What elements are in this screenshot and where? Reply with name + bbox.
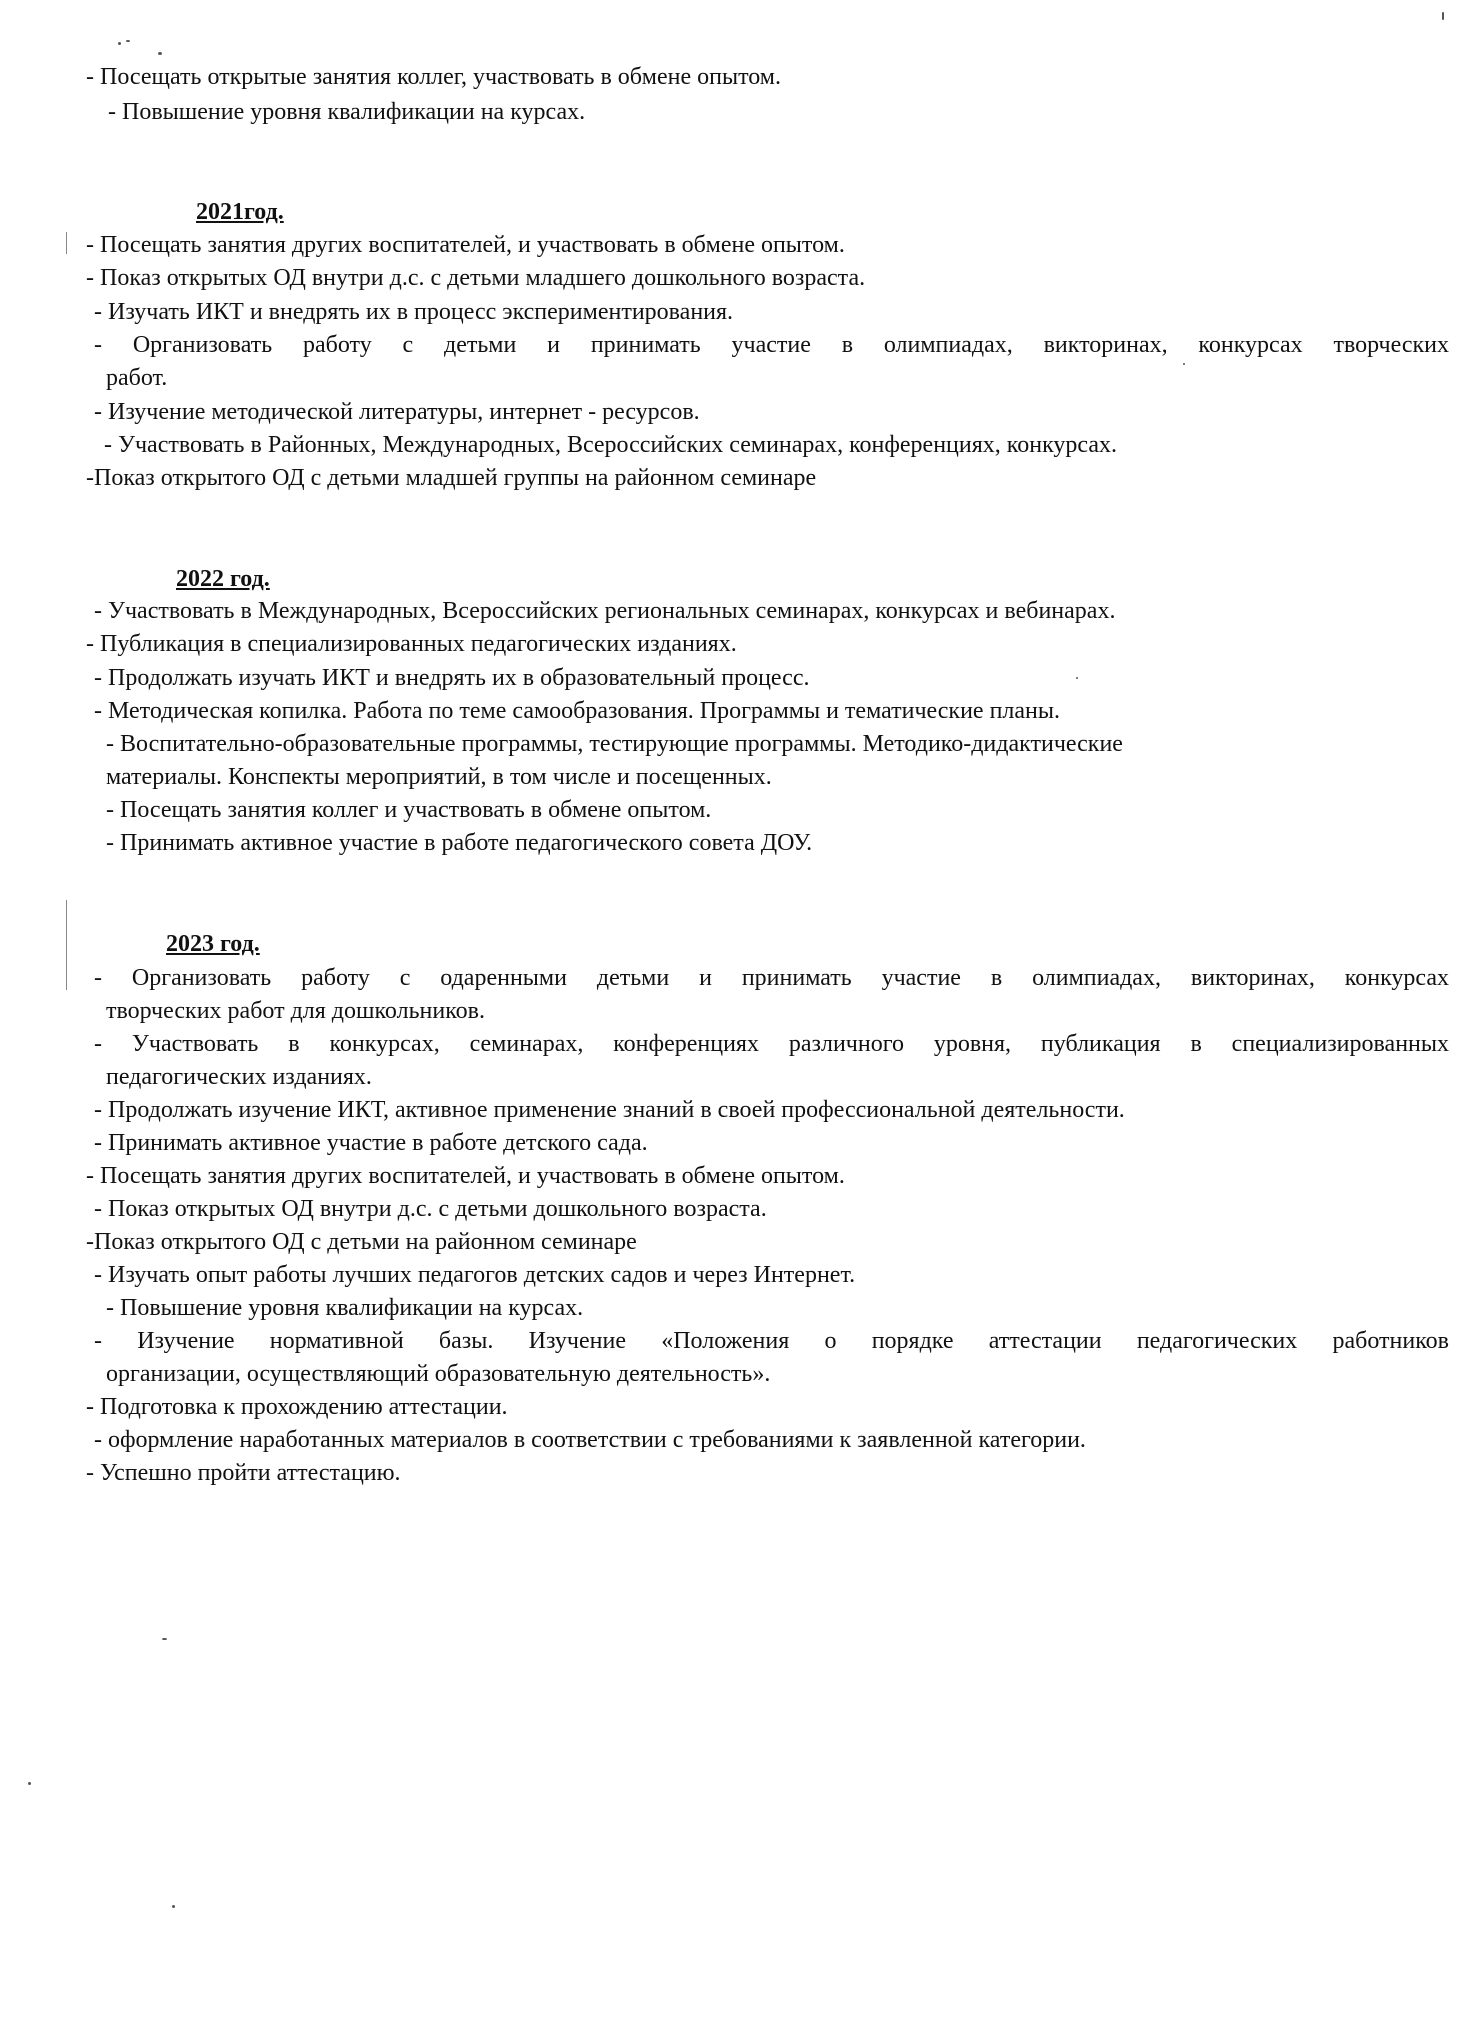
plan-item: - Успешно пройти аттестацию. — [86, 1460, 401, 1486]
scan-speck — [162, 1638, 167, 1640]
plan-item: - Организовать работу с детьми и принимать участие в олимпиадах, викторинах, конкурсах творческих — [94, 332, 1449, 358]
plan-item: - Участвовать в Районных, Международных, Всероссийских семинарах, конференциях, конкурсах. — [104, 432, 1117, 458]
plan-item: - Показ открытых ОД внутри д.с. с детьми дошкольного возраста. — [94, 1196, 767, 1222]
scan-speck — [172, 1905, 175, 1908]
scan-speck — [1076, 677, 1078, 679]
scan-edge-mark — [66, 232, 67, 254]
plan-item: - Продолжать изучение ИКТ, активное применение знаний в своей профессиональной деятельности. — [94, 1097, 1125, 1123]
year-heading-2023: 2023 год. — [166, 931, 260, 957]
plan-item: - Повышение уровня квалификации на курсах. — [108, 99, 586, 125]
plan-item-continuation: работ. — [106, 365, 168, 391]
year-heading-2022: 2022 год. — [176, 566, 270, 592]
plan-item: - Изучение нормативной базы. Изучение «Положения о порядке аттестации педагогических работников — [94, 1328, 1449, 1354]
plan-item: - Принимать активное участие в работе детского сада. — [94, 1130, 648, 1156]
scan-speck — [1183, 363, 1185, 365]
scan-speck — [28, 1782, 31, 1785]
plan-item: - Посещать открытые занятия коллег, участвовать в обмене опытом. — [86, 64, 781, 90]
plan-item: - оформление наработанных материалов в соответствии с требованиями к заявленной категории. — [94, 1427, 1086, 1453]
plan-item: - Участвовать в конкурсах, семинарах, конференциях различного уровня, публикация в специализированных — [94, 1031, 1449, 1057]
plan-item: -Показ открытого ОД с детьми младшей группы на районном семинаре — [86, 465, 817, 491]
plan-item: - Изучение методической литературы, интернет - ресурсов. — [94, 399, 700, 425]
scan-speck — [126, 40, 130, 42]
plan-item: - Методическая копилка. Работа по теме самообразования. Программы и тематические планы. — [94, 698, 1061, 724]
plan-item: - Публикация в специализированных педагогических изданиях. — [86, 631, 737, 657]
plan-item: -Показ открытого ОД с детьми на районном семинаре — [86, 1229, 637, 1255]
plan-item: - Посещать занятия других воспитателей, и участвовать в обмене опытом. — [86, 1163, 845, 1189]
plan-item: - Посещать занятия других воспитателей, и участвовать в обмене опытом. — [86, 232, 845, 258]
plan-item: - Показ открытых ОД внутри д.с. с детьми младшего дошкольного возраста. — [86, 265, 866, 291]
scan-speck — [158, 52, 162, 55]
plan-item-continuation: творческих работ для дошкольников. — [106, 998, 485, 1024]
plan-item: - Организовать работу с одаренными детьми и принимать участие в олимпиадах, викторинах, конкурсах — [94, 965, 1449, 991]
scan-speck — [1442, 12, 1444, 20]
plan-item: - Подготовка к прохождению аттестации. — [86, 1394, 508, 1420]
plan-item-continuation: материалы. Конспекты мероприятий, в том числе и посещенных. — [106, 764, 772, 790]
plan-item-continuation: педагогических изданиях. — [106, 1064, 372, 1090]
plan-item: - Посещать занятия коллег и участвовать в обмене опытом. — [106, 797, 712, 823]
plan-item: - Воспитательно-образовательные программы, тестирующие программы. Методико-дидактические — [106, 731, 1123, 757]
scan-edge-mark — [66, 900, 67, 990]
plan-item: - Продолжать изучать ИКТ и внедрять их в образовательный процесс. — [94, 665, 810, 691]
plan-item: - Изучать ИКТ и внедрять их в процесс экспериментирования. — [94, 299, 734, 325]
plan-item-continuation: организации, осуществляющий образовательную деятельность». — [106, 1361, 771, 1387]
plan-item: - Изучать опыт работы лучших педагогов детских садов и через Интернет. — [94, 1262, 856, 1288]
year-heading-2021: 2021год. — [196, 199, 284, 225]
scan-speck — [118, 42, 121, 45]
plan-item: - Участвовать в Международных, Всероссийских региональных семинарах, конкурсах и вебинарах. — [94, 598, 1116, 624]
plan-item: - Повышение уровня квалификации на курсах. — [106, 1295, 584, 1321]
plan-item: - Принимать активное участие в работе педагогического совета ДОУ. — [106, 830, 813, 856]
